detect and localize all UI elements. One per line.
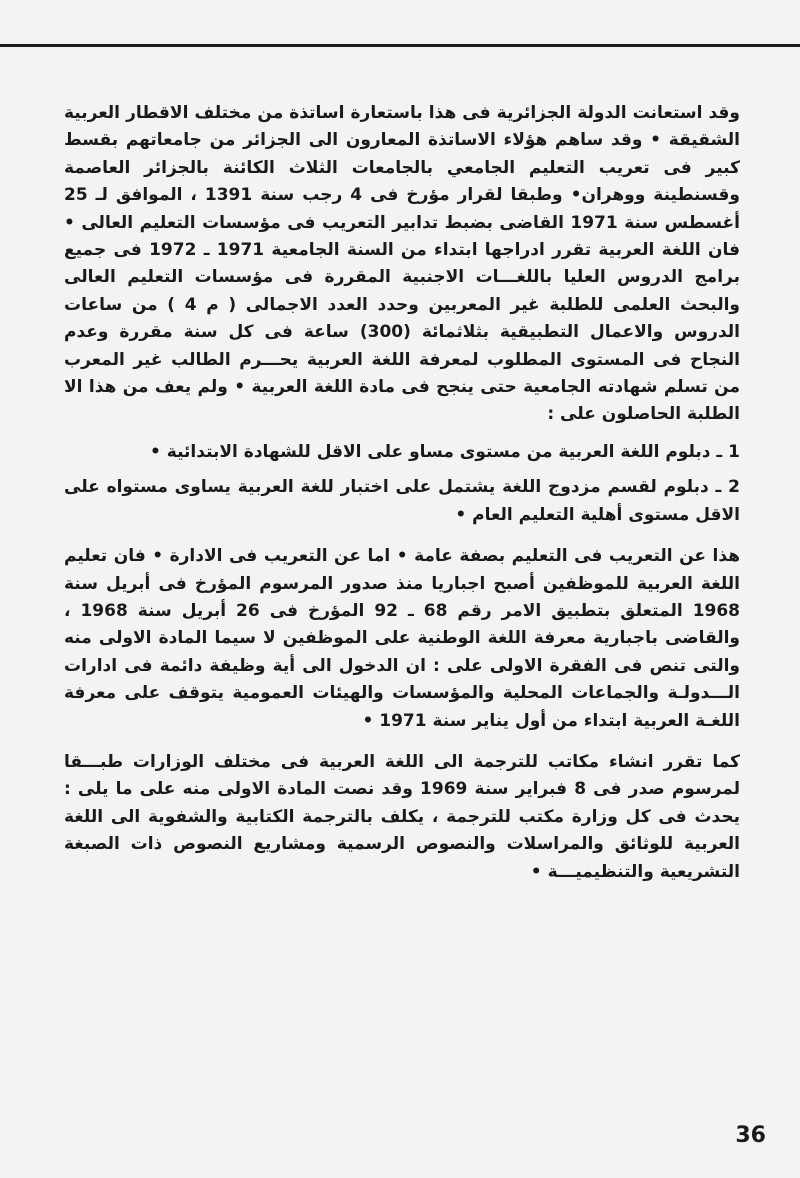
list-item-bilingual-diploma: 2 ـ دبلوم لقسم مزدوج اللغة يشتمل على اختبار للغة العربية يساوى مستواه على الاقل مستوى أهلية التعليم العام • <box>64 477 740 525</box>
page-number: 36 <box>735 1123 766 1148</box>
page-body <box>64 100 740 886</box>
top-rule <box>0 44 800 47</box>
paragraph-arabization-universities: وقد استعانت الدولة الجزائرية فى هذا باستعارة اساتذة من مختلف الاقطار العربية الشقيقة • وقد ساهم هؤلاء الاساتذة المعارون الى الجزائر من جامعاتهم بقسط كبير فى تعريب التعليم الجامعي بالجامعات الثلاث الكائنة بالجزائر العاصمة وقسنطينة ووهران• وطبقا لقرار مؤرخ فى 4 رجب سنة 1391 ، الموافق لـ 25 أغسطس سنة 1971 القاضى بضبط تدابير التعريب فى مؤسسات التعليم العالى • فان اللغة العربية تقرر ادراجها ابتداء من السنة الجامعية 1971 ـ 1972 فى جميع برامج الدروس العليا باللغـــات الاجنبية المقررة فى مؤسسات التعليم العالى والبحث العلمى للطلبة غير المعربين وحدد العدد الاجمالى ( م 4 ) من ساعات الدروس والاعمال التطبيقية بثلاثمائة (300) ساعة فى كل سنة مقررة وعدم النجاح فى المستوى المطلوب لمعرفة اللغة العربية يحـــرم الطالب غير المعرب من تسلم شهادته الجامعية حتى ينجح فى مادة اللغة العربية • ولم يعف من هذا الا الطلبة الحاصلون على : <box>64 103 740 425</box>
paragraph-translation-offices: كما تقرر انشاء مكاتب للترجمة الى اللغة العربية فى مختلف الوزارات طبـــقا لمرسوم صدر فى 8 فبراير سنة 1969 وقد نصت المادة الاولى منه على ما يلى : يحدث فى كل وزارة مكتب للترجمة ، يكلف بالترجمة الكتابية والشفوية الى اللغة العربية للوثائق والمراسلات والنصوص الرسمية ومشاريع النصوص ذات الصبغة التشريعية والتنظيميـــة • <box>64 751 741 882</box>
list-item-primary-diploma: 1 ـ دبلوم اللغة العربية من مستوى مساو على الاقل للشهادة الابتدائية • <box>150 441 740 462</box>
paragraph-arabization-administration: هذا عن التعريب فى التعليم بصفة عامة • اما عن التعريب فى الادارة • فان تعليم اللغة العربية للموظفين أصبح اجباريا منذ صدور المرسوم المؤرخ فى أبريل سنة 1968 المتعلق بتطبيق الامر رقم 68 ـ 92 المؤرخ فى 26 أبريل سنة 1968 ، والقاضى باجبارية معرفة اللغة الوطنية على الموظفين لا سيما المادة الاولى منه والتى تنص فى الفقرة الاولى على : ان الدخول الى أية وظيفة دائمة فى ادارات الـــدولـة والجماعات المحلية والمؤسسات والهيئات العمومية يتوقف على معرفة اللغـة العربية ابتداء من أول يناير سنة 1971 • <box>64 546 741 731</box>
